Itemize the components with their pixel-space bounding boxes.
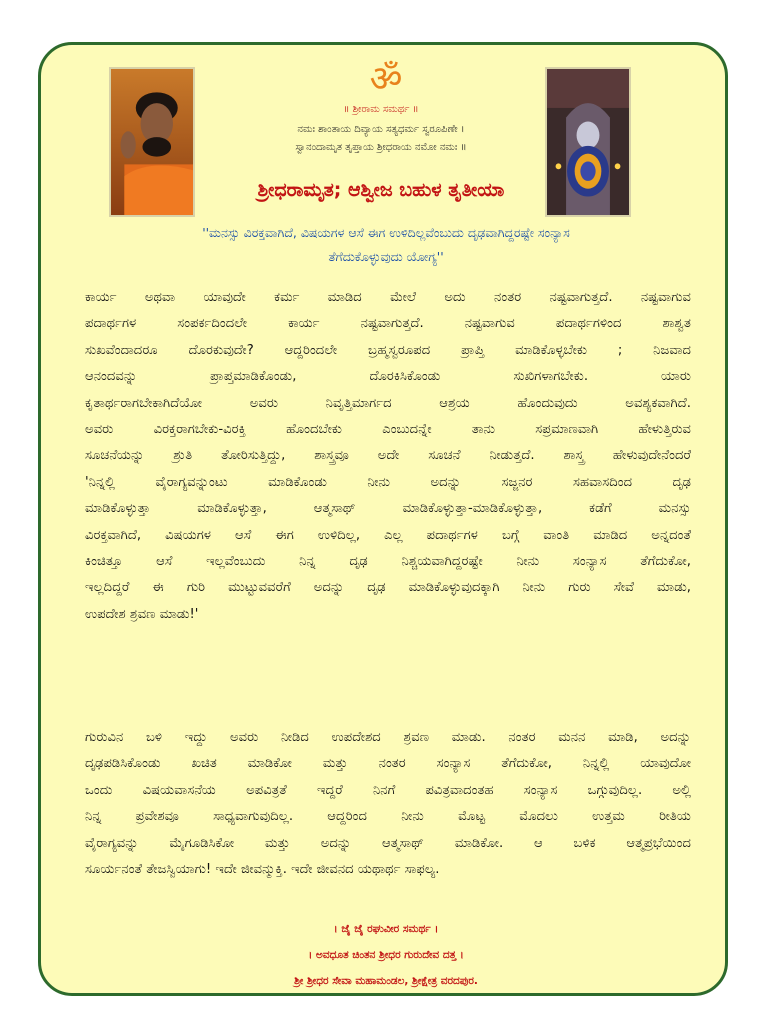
footer-line-3: ಶ್ರೀ ಶ್ರೀಧರ ಸೇವಾ ಮಹಾಮಂಡಲ, ಶ್ರೀಕ್ಷೇತ್ರ ವರದಪುರ. (294, 975, 478, 987)
paragraph-line: 'ನಿನ್ನಲ್ಲಿ ವೈರಾಗ್ಯವನ್ನುಂಟು ಮಾಡಿಕೊಂಡು ನೀನು ಅದನ್ನು ಸಜ್ಜನರ ಸಹವಾಸದಿಂದ ದೃಢ (85, 474, 691, 490)
pull-quote-line-2: ತೆಗೆದುಕೊಳ್ಳುವುದು ಯೋಗ್ಯ'' (328, 249, 444, 264)
paragraph-line: ಆನಂದವನ್ನು ಪ್ರಾಪ್ತಮಾಡಿಕೊಂಡು, ದೊರಕಿಸಿಕೊಂಡು ಸುಖಿಗಳಾಗಬೇಕು. ಯಾರು (85, 369, 691, 385)
page-title: ಶ್ರೀಧರಾಮೃತ; ಆಶ್ವೀಜ ಬಹುಳ ತೃತೀಯಾ (257, 179, 505, 201)
paragraph-line: ದೃಢಪಡಿಸಿಕೊಂಡು ಖಚಿತ ಮಾಡಿಕೋ ಮತ್ತು ನಂತರ ಸಂನ್ಯಾಸ ತೆಗೆದುಕೋ, ನಿನ್ನಲ್ಲಿ ಯಾವುದೋ (85, 756, 691, 772)
paragraph-line: ಸೂಚನೆಯನ್ನು ಶ್ರುತಿ ತೋರಿಸುತ್ತಿದ್ದು, ಶಾಸ್ತ್ರವೂ ಅದೇ ಸೂಚನೆ ನೀಡುತ್ತದೆ. ಶಾಸ್ತ್ರ ಹೇಳುವುದೇನೆಂದರೆ (85, 448, 691, 464)
paragraph-line: ಸುಖವೆಂದಾದರೂ ದೊರಕುವುದೇ? ಆದ್ದರಿಂದಲೇ ಬ್ರಹ್ಮಸ್ವರೂಪದ ಪ್ರಾಪ್ತಿ ಮಾಡಿಕೊಳ್ಳಬೇಕು ; ನಿಜವಾದ (85, 342, 691, 358)
paragraph-line: ಕಿಂಚಿತ್ತೂ ಆಸೆ ಇಲ್ಲವೆಂಬುದು ನಿನ್ನ ದೃಢ ನಿಶ್ಚಯವಾಗಿದ್ದರಷ್ಟೇ ನೀನು ಸಂನ್ಯಾಸ ತೆಗೆದುಕೋ, (85, 554, 691, 570)
verse-line-1: ನಮಃ ಶಾಂತಾಯ ದಿವ್ಯಾಯ ಸತ್ಯಧರ್ಮ ಸ್ವರೂಪಿಣೇ । (297, 124, 465, 135)
paragraph-line: ಇಲ್ಲದಿದ್ದರೆ ಈ ಗುರಿ ಮುಟ್ಟುವವರೆಗೆ ಅದನ್ನು ದೃಢ ಮಾಡಿಕೊಳ್ಳುವುದಕ್ಕಾಗಿ ನೀನು ಗುರು ಸೇವೆ ಮಾಡು, (85, 580, 691, 596)
paragraph-line: ಮಾಡಿಕೊಳ್ಳುತ್ತಾ ಮಾಡಿಕೊಳ್ಳುತ್ತಾ, ಆತ್ಮಸಾಥ್ ಮಾಡಿಕೊಳ್ಳುತ್ತಾ-ಮಾಡಿಕೊಳ್ಳುತ್ತಾ, ಕಡೆಗೆ ಮನಸ್ಸು (85, 501, 691, 517)
saint-portrait-photo (109, 67, 195, 217)
paragraph-line: ವೈರಾಗ್ಯವನ್ನು ಮೈಗೂಡಿಸಿಕೋ ಮತ್ತು ಅದನ್ನು ಆತ್ಮಸಾಥ್ ಮಾಡಿಕೋ. ಆ ಬಳಿಕ ಆತ್ಮಪ್ರಭೆಯಿಂದ (85, 835, 691, 851)
paragraph-line: ಸೂರ್ಯನಂತೆ ತೇಜಸ್ವಿಯಾಗು! ಇದೇ ಜೀವನ್ಮುಕ್ತಿ. ಇದೇ ಜೀವನದ ಯಥಾರ್ಥ ಸಾಫಲ್ಯ. (85, 862, 440, 878)
header-block (211, 103, 551, 155)
pull-quote-line-1: ''ಮನಸ್ಸು ವಿರಕ್ತವಾಗಿದೆ, ವಿಷಯಗಳ ಆಸೆ ಈಗ ಉಳಿದಿಲ್ಲವೆಂಬುದು ದೃಢವಾಗಿದ್ದರಷ್ಟೇ ಸಂನ್ಯಾಸ (202, 225, 570, 240)
shrine-photo (545, 67, 631, 217)
paragraph-line: ಒಂದು ವಿಷಯವಾಸನೆಯ ಅಪವಿತ್ರತೆ ಇದ್ದರೆ ನಿನಗೆ ಪವಿತ್ರವಾದಂತಹ ಸಂನ್ಯಾಸ ಒಗ್ಗುವುದಿಲ್ಲ. ಅಲ್ಲಿ (85, 782, 691, 798)
verse-line-2: ಸ್ವಾನಂದಾಮೃತ ತೃಪ್ತಾಯ ಶ್ರೀಧರಾಯ ನಮೋ ನಮಃ ॥ (295, 142, 467, 153)
paragraph-line: ಗುರುವಿನ ಬಳಿ ಇದ್ದು ಅವರು ನೀಡಿದ ಉಪದೇಶದ ಶ್ರವಣ ಮಾಡು. ನಂತರ ಮನನ ಮಾಡಿ, ಅದನ್ನು (85, 730, 691, 745)
paragraph-line: ಕೃತಾರ್ಥರಾಗಬೇಕಾಗಿದೆಯೋ ಅವರು ನಿವೃತ್ತಿಮಾರ್ಗದ ಆಶ್ರಯ ಹೊಂದುವುದು ಅವಶ್ಯಕವಾಗಿದೆ. (85, 395, 691, 411)
paragraph-line: ಅವರು ವಿರಕ್ತರಾಗಬೇಕು-ವಿರಕ್ತಿ ಹೊಂದಬೇಕು ಎಂಬುದನ್ನೇ ತಾನು ಸಪ್ರಮಾಣವಾಗಿ ಹೇಳುತ್ತಿರುವ (85, 422, 691, 438)
paragraph-line: ಕಾರ್ಯ ಅಥವಾ ಯಾವುದೇ ಕರ್ಮ ಮಾಡಿದ ಮೇಲೆ ಅದು ನಂತರ ನಷ್ಟವಾಗುತ್ತದೆ. ನಷ್ಟವಾಗುವ (85, 290, 691, 305)
salutation: ॥ ಶ್ರೀರಾಮ ಸಮರ್ಥ ॥ (343, 104, 419, 115)
pull-quote (101, 221, 671, 269)
paragraph-2 (85, 725, 691, 883)
footer-line-1: । ಜೈ ಜೈ ರಘುವೀರ ಸಮರ್ಥ । (333, 923, 439, 935)
paragraph-line: ವಿರಕ್ತವಾಗಿದೆ, ವಿಷಯಗಳ ಆಸೆ ಈಗ ಉಳಿದಿಲ್ಲ, ಎಲ್ಲ ಪದಾರ್ಥಗಳ ಬಗ್ಗೆ ವಾಂತಿ ಮಾಡಿದ ಅನ್ನದಂತೆ (85, 527, 691, 543)
paragraph-line: ಪದಾರ್ಥಗಳ ಸಂಪರ್ಕದಿಂದಲೇ ಕಾರ್ಯ ನಷ್ಟವಾಗುತ್ತದೆ. ನಷ್ಟವಾಗುವ ಪದಾರ್ಥಗಳಿಂದ ಶಾಶ್ವತ (85, 316, 691, 332)
paragraph-line: ನಿನ್ನ ಪ್ರವೇಶವೂ ಸಾಧ್ಯವಾಗುವುದಿಲ್ಲ. ಆದ್ದರಿಂದ ನೀನು ಮೊಟ್ಟ ಮೊದಲು ಉತ್ತಮ ರೀತಿಯ (85, 809, 691, 825)
paragraph-1 (85, 285, 691, 628)
footer-line-2: । ಅವಧೂತ ಚಿಂತನ ಶ್ರೀಧರ ಗುರುದೇವ ದತ್ತ । (308, 949, 464, 961)
paragraph-line: ಉಪದೇಶ ಶ್ರವಣ ಮಾಡು!' (85, 606, 199, 622)
om-symbol-icon (363, 59, 409, 97)
document-card (38, 42, 728, 996)
svg-text:ॐ: ॐ (369, 59, 403, 97)
